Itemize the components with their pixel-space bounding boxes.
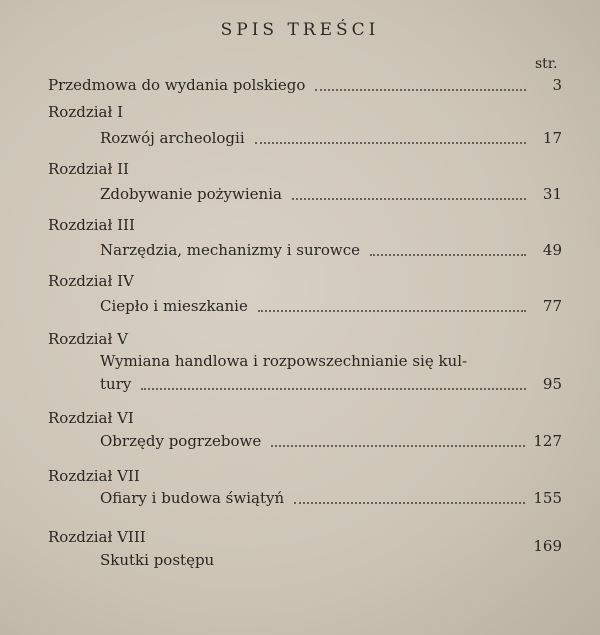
toc-entry-title: Rozwój archeologii [100,129,245,147]
toc-entry-chapter-3[interactable] [100,239,562,259]
toc-entry-chapter-4[interactable] [100,295,562,315]
chapter-label: Rozdział III [48,216,135,234]
chapter-label: Rozdział II [48,160,129,178]
toc-entry-title-line2: tury [100,375,132,393]
toc-entry-title: Przedmowa do wydania polskiego [48,76,306,94]
dot-leader [255,141,526,144]
chapter-label: Rozdział VII [48,467,140,485]
toc-entry-title: Obrzędy pogrzebowe [100,432,262,450]
dot-leader [141,387,526,390]
toc-page-number: 31 [542,185,562,203]
chapter-label: Rozdział IV [48,272,134,290]
toc-entry-chapter-8[interactable]: Skutki postępu [100,551,215,569]
dot-leader [370,253,526,256]
page-column-label: str. [535,56,558,72]
toc-entry-title: Ofiary i budowa świątyń [100,489,285,507]
page-title: SPIS TREŚCI [220,20,380,40]
chapter-label: Rozdział I [48,103,124,121]
dot-leader [271,444,525,447]
toc-entry-chapter-5[interactable] [100,373,562,393]
chapter-label: Rozdział VIII [48,528,146,546]
chapter-label: Rozdział V [48,330,128,348]
toc-page-number: 127 [533,432,562,450]
dot-leader [315,88,526,91]
toc-entry-preface[interactable] [48,74,562,94]
toc-entry-title: Ciepło i mieszkanie [100,297,248,315]
toc-entry-chapter-6[interactable] [100,430,562,450]
toc-page-number: 95 [542,375,562,393]
toc-entry-chapter-1[interactable] [100,127,562,147]
dot-leader [294,501,525,504]
toc-page-number: 77 [542,297,562,315]
dot-leader [258,309,526,312]
toc-entry-title-line1: Wymiana handlowa i rozpowszechnianie się kul- [100,352,468,370]
toc-page-number: 17 [542,129,562,147]
toc-page-number: 3 [552,76,562,94]
dot-leader [292,197,526,200]
toc-entry-title: Zdobywanie pożywienia [100,185,282,203]
chapter-label: Rozdział VI [48,409,134,427]
toc-entry-chapter-7[interactable] [100,487,562,507]
toc-page-number: 155 [533,489,562,507]
toc-page-number: 169 [533,537,562,555]
toc-entry-chapter-2[interactable] [100,183,562,203]
toc-entry-title: Narzędzia, mechanizmy i surowce [100,241,360,259]
toc-page-number: 49 [542,241,562,259]
